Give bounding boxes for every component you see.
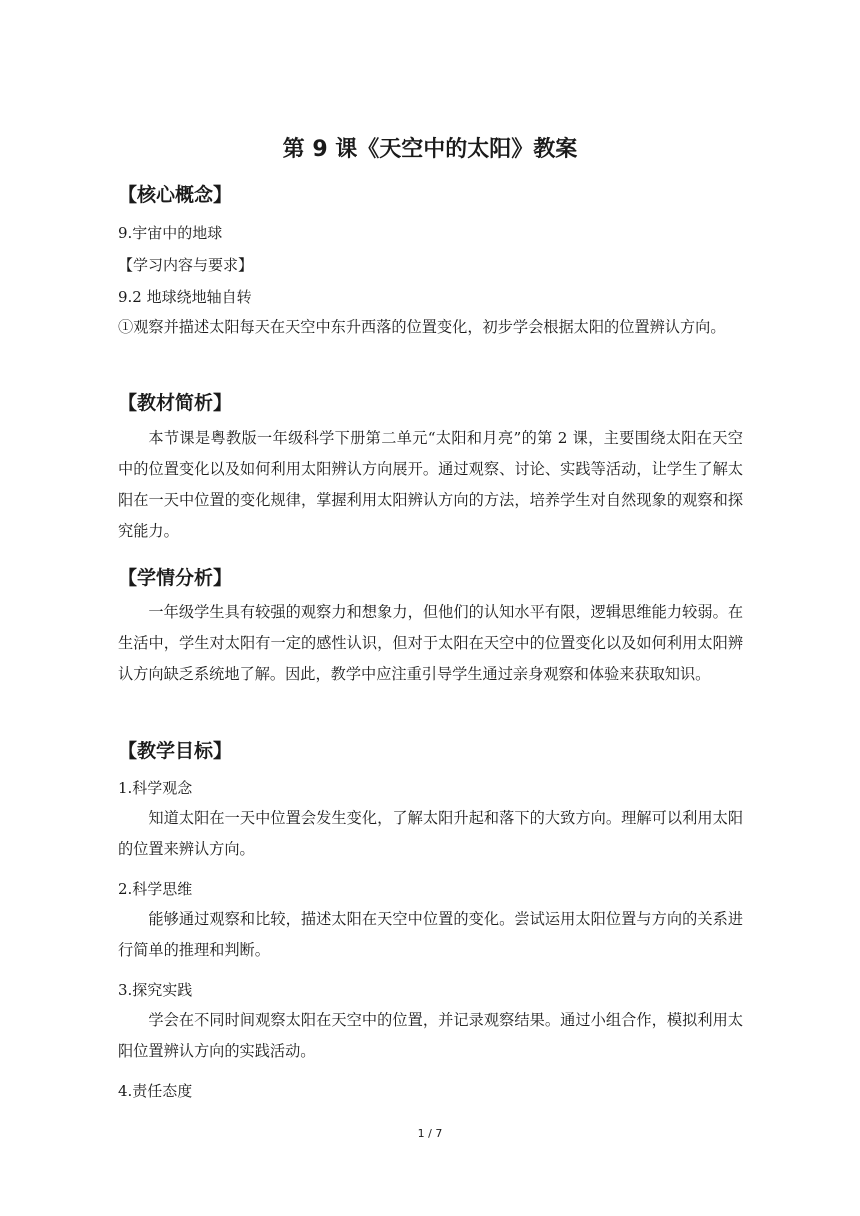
heading-textbook: 【教材简析】: [118, 392, 233, 414]
heading-students: 【学情分析】: [118, 567, 233, 589]
requirement-text: ①观察并描述太阳每天在天空中东升西落的位置变化，初步学会根据太阳的位置辨认方向。: [118, 318, 726, 336]
goal-4-label: 4.责任态度: [118, 1082, 193, 1100]
core-item: 9.宇宙中的地球: [118, 224, 223, 242]
goal-1-label: 1.科学观念: [118, 779, 193, 797]
heading-goals: 【教学目标】: [118, 740, 233, 762]
students-paragraph: 一年级学生具有较强的观察力和想象力，但他们的认知水平有限，逻辑思维能力较弱。在生活中，学生对太阳有一定的感性认识，但对于太阳在天空中的位置变化以及如何利用太阳辨认方向缺乏系统地了解。因此，教学中应注重引导学生通过亲身观察和体验来获取知识。: [118, 603, 743, 683]
textbook-paragraph: 本节课是粤教版一年级科学下册第二单元“太阳和月亮”的第 2 课，主要围绕太阳在天空中的位置变化以及如何利用太阳辨认方向展开。通过观察、讨论、实践等活动，让学生了解太阳在一天中位置的变化规律，掌握利用太阳辨认方向的方法，培养学生对自然现象的观察和探究能力。: [118, 429, 743, 540]
learning-item: 9.2 地球绕地轴自转: [118, 288, 252, 306]
heading-core-concept: 【核心概念】: [118, 184, 233, 206]
goal-2-label: 2.科学思维: [118, 880, 193, 898]
page-title: 第 9 课《天空中的太阳》教案: [282, 137, 578, 162]
goal-3-text: 学会在不同时间观察太阳在天空中的位置，并记录观察结果。通过小组合作，模拟利用太阳位置辨认方向的实践活动。: [118, 1011, 743, 1060]
goal-2-text: 能够通过观察和比较，描述太阳在天空中位置的变化。尝试运用太阳位置与方向的关系进行简单的推理和判断。: [118, 910, 743, 959]
goal-1-text: 知道太阳在一天中位置会发生变化，了解太阳升起和落下的大致方向。理解可以利用太阳的位置来辨认方向。: [118, 809, 743, 858]
learning-heading: 【学习内容与要求】: [118, 256, 254, 274]
page-number: 1 / 7: [417, 1127, 443, 1140]
goal-3-label: 3.探究实践: [118, 981, 193, 999]
